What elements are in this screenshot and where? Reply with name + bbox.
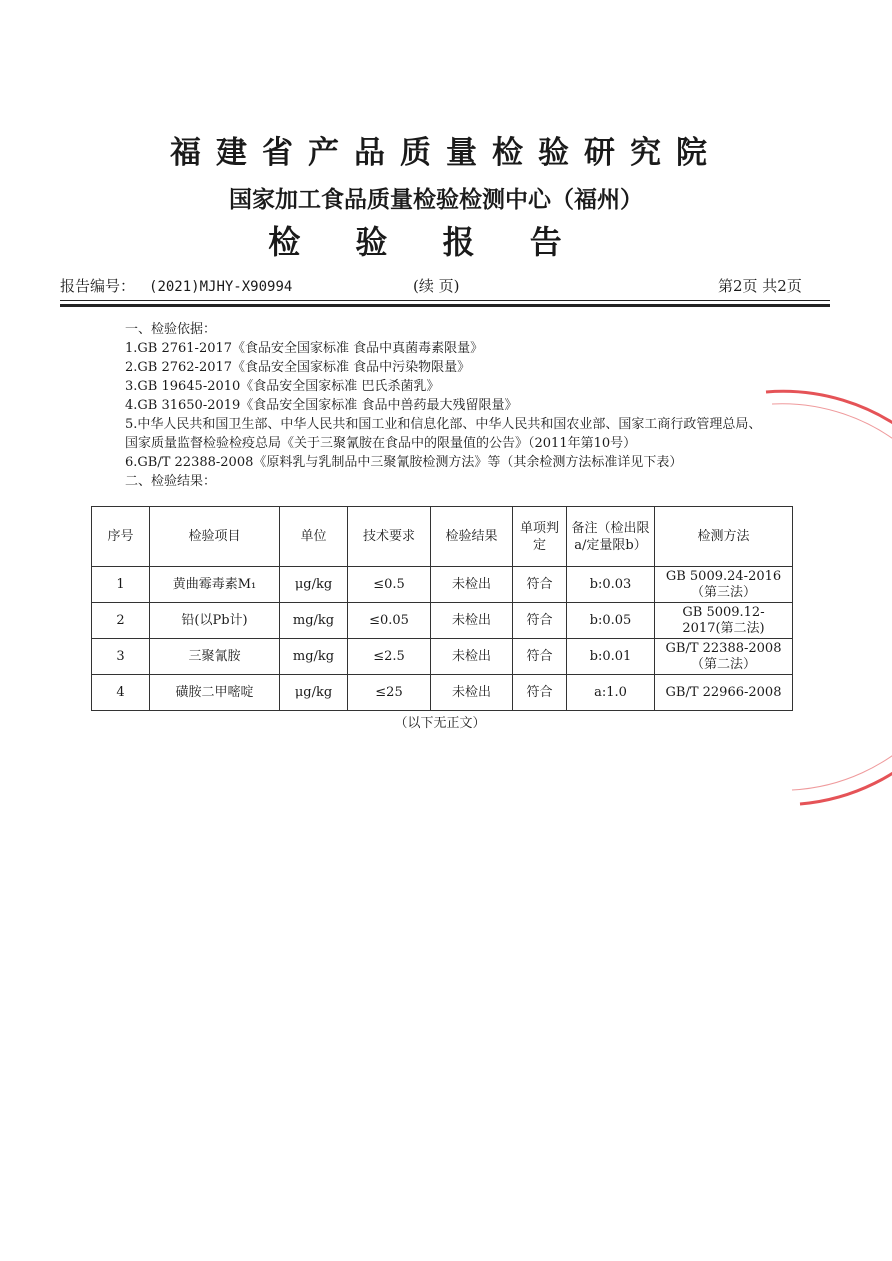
cell: 3 xyxy=(92,639,150,675)
cell: mg/kg xyxy=(280,639,348,675)
report-number-value: (2021)MJHY-X90994 xyxy=(149,279,293,295)
cell: 符合 xyxy=(513,675,567,711)
cell: b:0.05 xyxy=(567,603,655,639)
basis-heading: 一、检验依据： xyxy=(125,322,217,337)
col-header: 单位 xyxy=(280,507,348,567)
cell: ≤25 xyxy=(348,675,431,711)
page-info: 第2页 共2页 xyxy=(718,277,802,295)
cell: 三聚氰胺 xyxy=(150,639,280,675)
basis-item: 3.GB 19645-2010《食品安全国家标准 巴氏杀菌乳》 xyxy=(125,379,440,394)
cell: 符合 xyxy=(513,639,567,675)
cell: 未检出 xyxy=(431,603,513,639)
col-header: 备注（检出限a/定量限b） xyxy=(567,507,655,567)
center-name: 国家加工食品质量检验检测中心（福州） xyxy=(229,187,643,213)
cell: μg/kg xyxy=(280,567,348,603)
basis-item: 4.GB 31650-2019《食品安全国家标准 食品中兽药最大残留限量》 xyxy=(125,398,518,413)
cell: ≤0.5 xyxy=(348,567,431,603)
cell: 1 xyxy=(92,567,150,603)
cell: 磺胺二甲嘧啶 xyxy=(150,675,280,711)
cell: ≤2.5 xyxy=(348,639,431,675)
basis-item: 6.GB/T 22388-2008《原料乳与乳制品中三聚氰胺检测方法》等（其余检测方法标准详见下表） xyxy=(125,455,683,470)
cell: GB/T 22388-2008（第二法） xyxy=(655,639,793,675)
basis-item: 5.中华人民共和国卫生部、中华人民共和国工业和信息化部、中华人民共和国农业部、国家工商行政管理总局、国家质量监督检验检疫总局《关于三聚氰胺在食品中的限量值的公告》（2011年第10号） xyxy=(125,417,762,451)
cell: 符合 xyxy=(513,567,567,603)
results-heading: 二、检验结果： xyxy=(125,474,217,489)
cell: 2 xyxy=(92,603,150,639)
cell: μg/kg xyxy=(280,675,348,711)
col-header: 检验项目 xyxy=(150,507,280,567)
cell: 黄曲霉毒素M₁ xyxy=(150,567,280,603)
org-name: 福建省产品质量检验研究院 xyxy=(170,135,722,171)
cell: 铅(以Pb计) xyxy=(150,603,280,639)
col-header: 技术要求 xyxy=(348,507,431,567)
cell: mg/kg xyxy=(280,603,348,639)
basis-item: 2.GB 2762-2017《食品安全国家标准 食品中污染物限量》 xyxy=(125,360,471,375)
cell: GB/T 22966-2008 xyxy=(655,675,793,711)
cell: GB 5009.24-2016（第三法） xyxy=(655,567,793,603)
cell: 未检出 xyxy=(431,567,513,603)
continued-label: (续 页) xyxy=(413,277,460,295)
col-header: 单项判定 xyxy=(513,507,567,567)
cell: b:0.01 xyxy=(567,639,655,675)
cell: b:0.03 xyxy=(567,567,655,603)
basis-item: 1.GB 2761-2017《食品安全国家标准 食品中真菌毒素限量》 xyxy=(125,341,484,356)
cell: 符合 xyxy=(513,603,567,639)
col-header: 检验结果 xyxy=(431,507,513,567)
col-header: 检测方法 xyxy=(655,507,793,567)
cell: ≤0.05 xyxy=(348,603,431,639)
cell: 4 xyxy=(92,675,150,711)
cell: 未检出 xyxy=(431,675,513,711)
report-number-label: 报告编号： xyxy=(60,277,136,295)
seal-ring xyxy=(766,391,892,804)
col-header: 序号 xyxy=(92,507,150,567)
doc-title: 检 验 报 告 xyxy=(268,223,584,261)
cell: 未检出 xyxy=(431,639,513,675)
cell: GB 5009.12-2017(第二法) xyxy=(655,603,793,639)
end-of-text-note: （以下无正文） xyxy=(394,716,486,731)
cell: a:1.0 xyxy=(567,675,655,711)
